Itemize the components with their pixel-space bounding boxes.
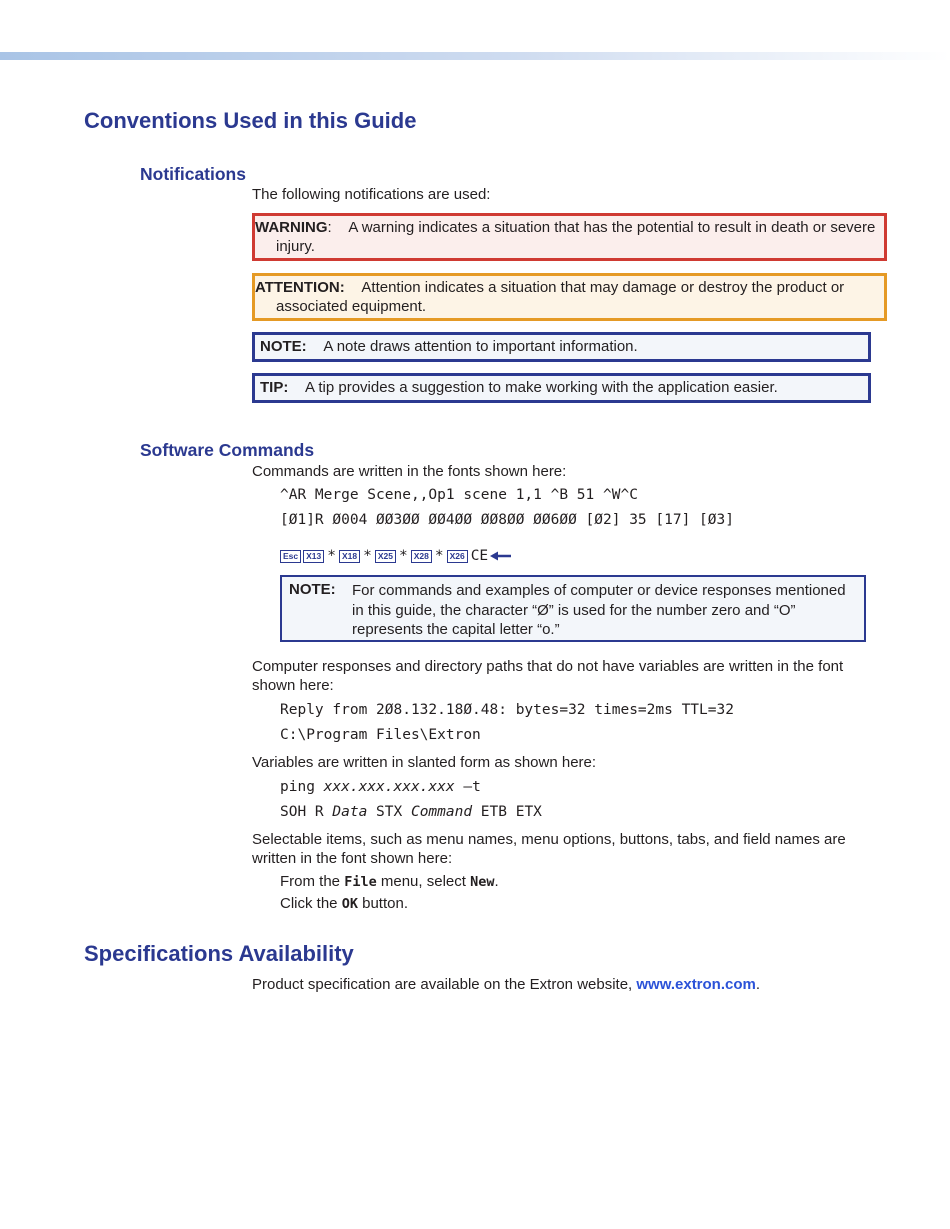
attention-box (252, 273, 887, 321)
variables-intro: Variables are written in slanted form as shown here: (252, 754, 597, 771)
responses-intro: Computer responses and directory paths that do not have variables are written in the font shown here: (252, 658, 844, 694)
key-x25: X25 (375, 550, 396, 563)
new-menu-label: New (470, 874, 495, 890)
path-example: C:\Program Files\Extron (280, 727, 481, 743)
key-suffix-ce: CE (470, 548, 489, 564)
key-x26: X26 (447, 550, 468, 563)
warning-box (252, 213, 887, 261)
specifications-sentence: Product specification are available on the Extron website, (252, 976, 637, 993)
soh-data-variable: Data (332, 804, 368, 820)
notifications-heading: Notifications (140, 164, 246, 184)
command-note-box (280, 575, 866, 642)
specifications-heading: Specifications Availability (84, 941, 354, 966)
ping-example (280, 779, 481, 795)
software-commands-heading: Software Commands (140, 440, 315, 460)
warning-text: A warning indicates a situation that has the potential to result in death or severe injury. (276, 219, 876, 255)
selectable-text: menu, select (376, 873, 471, 890)
soh-prefix: SOH R (280, 804, 333, 820)
selectable-text: . (494, 873, 499, 890)
tip-label: TIP: (260, 379, 289, 396)
key-separator: * (327, 548, 336, 564)
file-menu-label: File (344, 874, 377, 890)
key-separator: * (363, 548, 372, 564)
selectable-example-2 (280, 894, 890, 914)
warning-colon: : (327, 219, 332, 236)
selectable-intro: Selectable items, such as menu names, menu options, buttons, tabs, and field names are written in the font shown here: (252, 831, 846, 867)
key-x13: X13 (303, 550, 324, 563)
soh-example (280, 804, 542, 820)
tip-box (252, 373, 871, 403)
soh-command-variable: Command (410, 804, 473, 820)
command-example-1: ^AR Merge Scene,,Op1 scene 1,1 ^B 51 ^W^C (280, 487, 638, 503)
key-x28: X28 (411, 550, 432, 563)
ok-button-label: OK (341, 896, 358, 912)
header-gradient-bar (0, 52, 950, 60)
conventions-heading: Conventions Used in this Guide (84, 108, 417, 133)
specifications-period: . (755, 976, 761, 993)
ping-flag: —t (454, 779, 481, 795)
command-note-label: NOTE: (289, 581, 336, 598)
soh-stx: STX (367, 804, 411, 820)
selectable-text: From the (280, 873, 345, 890)
key-sequence (280, 546, 512, 566)
attention-label: ATTENTION: (255, 279, 345, 296)
tip-text: A tip provides a suggestion to make working with the application easier. (305, 379, 778, 396)
note-box (252, 332, 871, 362)
note-label: NOTE: (260, 338, 307, 355)
selectable-text: Click the (280, 895, 342, 912)
note-text: A note draws attention to important information. (323, 338, 638, 355)
ping-variable: xxx.xxx.xxx.xxx (323, 779, 455, 795)
reply-example: Reply from 2Ø8.132.18Ø.48: bytes=32 times=2ms TTL=32 (280, 702, 734, 718)
key-x18: X18 (339, 550, 360, 563)
enter-arrow-icon (490, 548, 512, 565)
key-separator: * (398, 548, 408, 564)
attention-text: Attention indicates a situation that may damage or destroy the product or associated equipment. (276, 279, 845, 315)
specifications-text (252, 975, 862, 994)
key-separator: * (434, 548, 444, 564)
key-esc: Esc (280, 550, 301, 563)
warning-label: WARNING (255, 219, 328, 236)
selectable-example-1 (280, 872, 890, 892)
ping-command: ping (280, 779, 324, 795)
command-note-text: For commands and examples of computer or device responses mentioned in this guide, the character “Ø” is used for the number zero and “O” represents the capital letter “o.” (352, 582, 846, 638)
selectable-text: button. (357, 895, 408, 912)
soh-suffix: ETB ETX (472, 804, 542, 820)
command-example-2: [Ø1]R Ø004 ØØ3ØØ ØØ4ØØ ØØ8ØØ ØØ6ØØ [Ø2] 35 [17] [Ø3] (280, 512, 734, 528)
extron-website-link[interactable]: www.extron.com (636, 976, 756, 993)
notifications-intro: The following notifications are used: (252, 186, 491, 203)
software-commands-intro: Commands are written in the fonts shown here: (252, 463, 567, 480)
